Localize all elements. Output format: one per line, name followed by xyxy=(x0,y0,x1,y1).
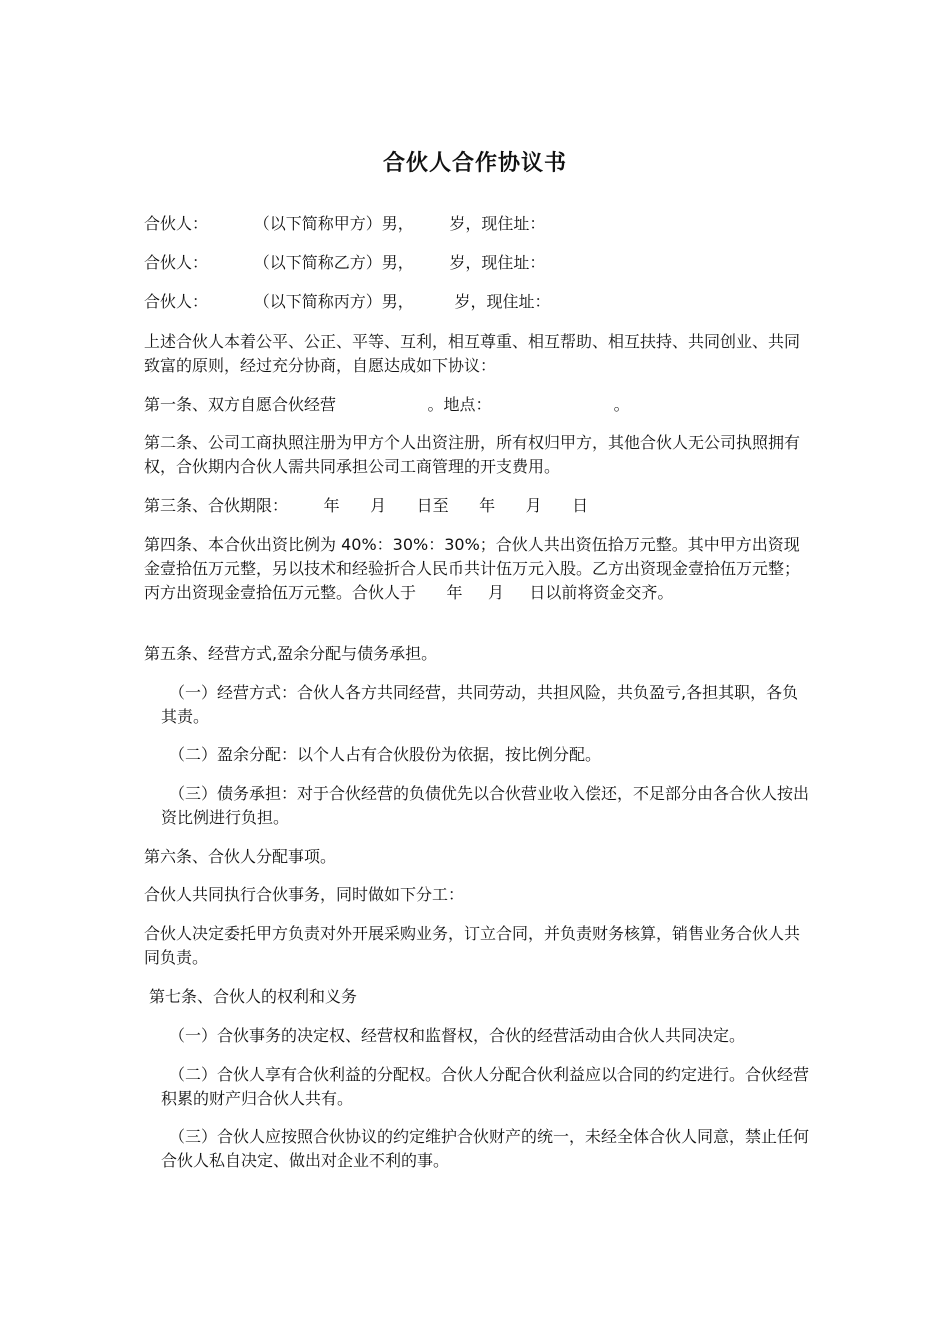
article-5-item-2: （二）盈余分配：以个人占有合伙股份为依据，按比例分配。 xyxy=(169,745,602,764)
article-3: 第三条、合伙期限： 年 月 日至 年 月 日 xyxy=(144,496,589,515)
article-6-paragraph-2: 合伙人决定委托甲方负责对外开展采购业务，订立合同，并负责财务核算，销售业务合伙人共同负责。 xyxy=(144,924,801,967)
article-4: 第四条、本合伙出资比例为 40%：30%：30%；合伙人共出资伍拾万元整。其中甲方出资现金壹拾伍万元整，另以技术和经验折合人民币共计伍万元入股。乙方出资现金壹拾伍万元整；丙方出资现金壹拾伍万元整。合伙人于 年 月 日以前将资金交齐。 xyxy=(144,535,801,602)
document-title: 合伙人合作协议书 xyxy=(382,151,567,176)
partner-line-a: 合伙人： （以下简称甲方）男， 岁，现住址： xyxy=(144,214,546,233)
article-7-item-2: （二）合伙人享有合伙利益的分配权。合伙人分配合伙利益应以合同的约定进行。合伙经营积累的财产归合伙人共有。 xyxy=(161,1065,810,1108)
article-5-heading: 第五条、经营方式,盈余分配与债务承担。 xyxy=(144,644,438,663)
article-6-heading: 第六条、合伙人分配事项。 xyxy=(144,847,337,866)
partner-line-c: 合伙人： （以下简称丙方）男， 岁，现住址： xyxy=(144,292,551,311)
article-2: 第二条、公司工商执照注册为甲方个人出资注册，所有权归甲方，其他合伙人无公司执照拥有权，合伙期内合伙人需共同承担公司工商管理的开支费用。 xyxy=(144,433,801,476)
article-7-item-3: （三）合伙人应按照合伙协议的约定维护合伙财产的统一，未经全体合伙人同意，禁止任何合伙人私自决定、做出对企业不利的事。 xyxy=(161,1127,810,1170)
article-7-heading: 第七条、合伙人的权利和义务 xyxy=(149,987,358,1006)
partner-line-b: 合伙人： （以下简称乙方）男， 岁，现住址： xyxy=(144,253,546,272)
article-6-paragraph-1: 合伙人共同执行合伙事务，同时做如下分工： xyxy=(144,885,465,904)
preamble-paragraph: 上述合伙人本着公平、公正、平等、互利，相互尊重、相互帮助、相互扶持、共同创业、共同致富的原则，经过充分协商，自愿达成如下协议： xyxy=(144,332,801,375)
article-5-item-1: （一）经营方式：合伙人各方共同经营，共同劳动，共担风险，共负盈亏,各担其职，各负其责。 xyxy=(161,683,799,726)
article-1: 第一条、双方自愿合伙经营 。地点： 。 xyxy=(144,395,630,414)
article-5-item-3: （三）债务承担：对于合伙经营的负债优先以合伙营业收入偿还，不足部分由各合伙人按出资比例进行负担。 xyxy=(161,784,810,827)
article-7-item-1: （一）合伙事务的决定权、经营权和监督权，合伙的经营活动由合伙人共同决定。 xyxy=(169,1026,746,1045)
